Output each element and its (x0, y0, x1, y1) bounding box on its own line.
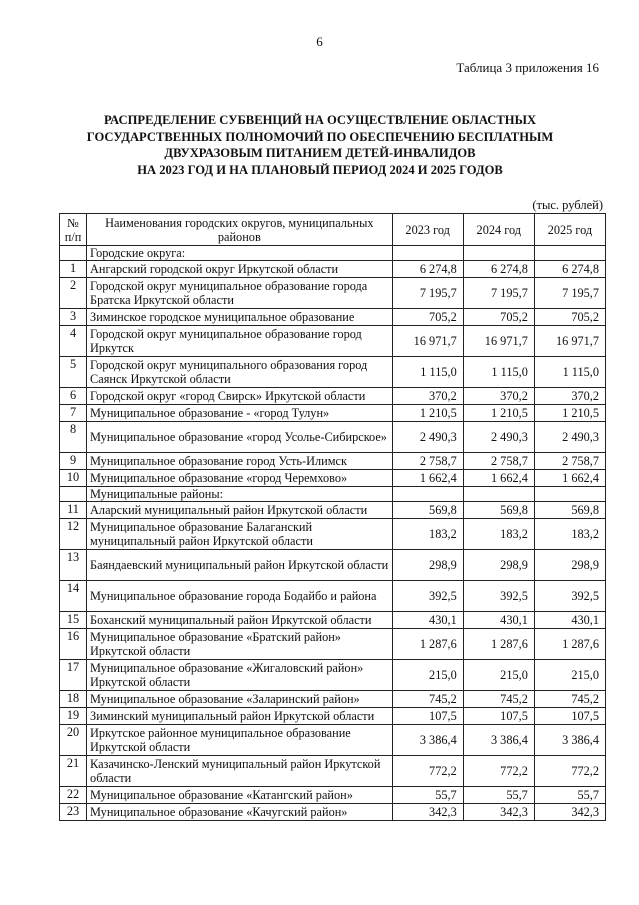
value-2024: 215,0 (463, 660, 534, 691)
group-row (60, 246, 606, 261)
empty-cell (60, 487, 87, 502)
value-2023: 183,2 (392, 519, 463, 550)
value-2025: 342,3 (534, 804, 605, 821)
row-name: Муниципальное образование «Заларинский район» (87, 691, 393, 708)
group-label: Муниципальные районы: (87, 487, 393, 502)
table-row (60, 470, 606, 487)
value-2025: 1 115,0 (534, 357, 605, 388)
row-number: 14 (60, 581, 87, 612)
table-row (60, 550, 606, 581)
header-2023: 2023 год (392, 214, 463, 246)
row-number: 22 (60, 787, 87, 804)
value-2024: 6 274,8 (463, 261, 534, 278)
value-2024: 298,9 (463, 550, 534, 581)
value-2024: 569,8 (463, 502, 534, 519)
row-number: 4 (60, 326, 87, 357)
row-name: Казачинско-Ленский муниципальный район Иркутской области (87, 756, 393, 787)
value-2024: 370,2 (463, 388, 534, 405)
table-row (60, 725, 606, 756)
group-label: Городские округа: (87, 246, 393, 261)
subsidy-table (59, 213, 606, 821)
row-name: Муниципальное образование города Бодайбо и района (87, 581, 393, 612)
row-number: 6 (60, 388, 87, 405)
value-2023: 430,1 (392, 612, 463, 629)
value-2023: 7 195,7 (392, 278, 463, 309)
row-number: 9 (60, 453, 87, 470)
value-2024: 745,2 (463, 691, 534, 708)
value-2024: 16 971,7 (463, 326, 534, 357)
row-name: Зиминское городское муниципальное образование (87, 309, 393, 326)
row-name: Баяндаевский муниципальный район Иркутской области (87, 550, 393, 581)
row-name: Муниципальное образование - «город Тулун» (87, 405, 393, 422)
value-2023: 3 386,4 (392, 725, 463, 756)
row-number: 13 (60, 550, 87, 581)
row-number: 19 (60, 708, 87, 725)
title-line: НА 2023 ГОД И НА ПЛАНОВЫЙ ПЕРИОД 2024 И 2025 ГОДОВ (137, 162, 503, 177)
value-2023: 705,2 (392, 309, 463, 326)
value-2023: 107,5 (392, 708, 463, 725)
header-name: Наименования городских округов, муниципальных районов (87, 214, 393, 246)
row-number: 11 (60, 502, 87, 519)
row-number: 17 (60, 660, 87, 691)
value-2025: 370,2 (534, 388, 605, 405)
page-number: 6 (316, 34, 323, 49)
table-header-row (60, 214, 606, 246)
row-number: 3 (60, 309, 87, 326)
table-row (60, 261, 606, 278)
value-2025: 772,2 (534, 756, 605, 787)
table-row (60, 357, 606, 388)
value-2024: 55,7 (463, 787, 534, 804)
document-title (60, 112, 580, 178)
table-row (60, 502, 606, 519)
row-name: Городской округ муниципального образования город Саянск Иркутской области (87, 357, 393, 388)
row-name: Городской округ муниципальное образование города Братска Иркутской области (87, 278, 393, 309)
row-number: 21 (60, 756, 87, 787)
row-name: Городской округ муниципальное образование город Иркутск (87, 326, 393, 357)
value-2023: 2 758,7 (392, 453, 463, 470)
row-name: Муниципальное образование город Усть-Илимск (87, 453, 393, 470)
value-2024: 1 210,5 (463, 405, 534, 422)
value-2023: 1 210,5 (392, 405, 463, 422)
value-2025: 6 274,8 (534, 261, 605, 278)
value-2024: 183,2 (463, 519, 534, 550)
value-2025: 298,9 (534, 550, 605, 581)
row-name: Боханский муниципальный район Иркутской области (87, 612, 393, 629)
value-2024: 1 662,4 (463, 470, 534, 487)
value-2025: 3 386,4 (534, 725, 605, 756)
empty-cell (463, 246, 534, 261)
table-row (60, 756, 606, 787)
value-2025: 215,0 (534, 660, 605, 691)
table-row (60, 453, 606, 470)
row-name: Муниципальное образование «город Усолье-Сибирское» (87, 422, 393, 453)
table-row (60, 691, 606, 708)
value-2024: 342,3 (463, 804, 534, 821)
table-row (60, 309, 606, 326)
empty-cell (392, 487, 463, 502)
value-2024: 3 386,4 (463, 725, 534, 756)
value-2024: 1 115,0 (463, 357, 534, 388)
row-name: Зиминский муниципальный район Иркутской области (87, 708, 393, 725)
value-2025: 16 971,7 (534, 326, 605, 357)
table-row (60, 422, 606, 453)
value-2025: 2 490,3 (534, 422, 605, 453)
value-2023: 1 115,0 (392, 357, 463, 388)
row-number: 7 (60, 405, 87, 422)
value-2025: 705,2 (534, 309, 605, 326)
header-2024: 2024 год (463, 214, 534, 246)
value-2025: 392,5 (534, 581, 605, 612)
row-name: Муниципальное образование Балаганский муниципальный район Иркутской области (87, 519, 393, 550)
empty-cell (463, 487, 534, 502)
value-2023: 1 662,4 (392, 470, 463, 487)
row-name: Муниципальное образование «Братский район» Иркутской области (87, 629, 393, 660)
value-2023: 16 971,7 (392, 326, 463, 357)
value-2025: 2 758,7 (534, 453, 605, 470)
row-number: 15 (60, 612, 87, 629)
value-2025: 569,8 (534, 502, 605, 519)
row-number: 16 (60, 629, 87, 660)
title-line: ГОСУДАРСТВЕННЫХ ПОЛНОМОЧИЙ ПО ОБЕСПЕЧЕНИЮ БЕСПЛАТНЫМ (86, 129, 554, 144)
value-2024: 2 490,3 (463, 422, 534, 453)
value-2025: 430,1 (534, 612, 605, 629)
value-2025: 7 195,7 (534, 278, 605, 309)
table-row (60, 612, 606, 629)
table-row (60, 278, 606, 309)
row-name: Муниципальное образование «город Черемхово» (87, 470, 393, 487)
value-2025: 1 210,5 (534, 405, 605, 422)
title-line: РАСПРЕДЕЛЕНИЕ СУБВЕНЦИЙ НА ОСУЩЕСТВЛЕНИЕ ОБЛАСТНЫХ (103, 113, 537, 127)
value-2025: 1 287,6 (534, 629, 605, 660)
value-2025: 745,2 (534, 691, 605, 708)
table-row (60, 581, 606, 612)
row-number: 18 (60, 691, 87, 708)
value-2025: 1 662,4 (534, 470, 605, 487)
value-2025: 55,7 (534, 787, 605, 804)
row-name: Муниципальное образование «Катангский район» (87, 787, 393, 804)
value-2023: 392,5 (392, 581, 463, 612)
table-row (60, 787, 606, 804)
empty-cell (60, 246, 87, 261)
row-number: 5 (60, 357, 87, 388)
header-num: № п/п (60, 214, 87, 246)
value-2024: 430,1 (463, 612, 534, 629)
value-2023: 745,2 (392, 691, 463, 708)
value-2023: 298,9 (392, 550, 463, 581)
table-row (60, 708, 606, 725)
group-row (60, 487, 606, 502)
row-number: 20 (60, 725, 87, 756)
row-name: Городской округ «город Свирск» Иркутской области (87, 388, 393, 405)
empty-cell (534, 487, 605, 502)
row-name: Ангарский городской округ Иркутской области (87, 261, 393, 278)
value-2023: 370,2 (392, 388, 463, 405)
row-number: 12 (60, 519, 87, 550)
value-2024: 7 195,7 (463, 278, 534, 309)
value-2024: 705,2 (463, 309, 534, 326)
row-number: 2 (60, 278, 87, 309)
value-2024: 2 758,7 (463, 453, 534, 470)
row-number: 23 (60, 804, 87, 821)
table-row (60, 519, 606, 550)
row-number: 10 (60, 470, 87, 487)
value-2023: 55,7 (392, 787, 463, 804)
value-2023: 569,8 (392, 502, 463, 519)
row-name: Муниципальное образование «Качугский район» (87, 804, 393, 821)
row-number: 1 (60, 261, 87, 278)
table-reference: Таблица 3 приложения 16 (456, 60, 599, 75)
table-row (60, 629, 606, 660)
value-2023: 215,0 (392, 660, 463, 691)
empty-cell (534, 246, 605, 261)
value-2024: 772,2 (463, 756, 534, 787)
table-row (60, 326, 606, 357)
empty-cell (392, 246, 463, 261)
value-2024: 392,5 (463, 581, 534, 612)
units-label: (тыс. рублей) (532, 198, 603, 212)
table-row (60, 804, 606, 821)
header-2025: 2025 год (534, 214, 605, 246)
table-row (60, 388, 606, 405)
table-row (60, 660, 606, 691)
row-number: 8 (60, 422, 87, 453)
value-2025: 107,5 (534, 708, 605, 725)
value-2025: 183,2 (534, 519, 605, 550)
value-2024: 1 287,6 (463, 629, 534, 660)
title-line: ДВУХРАЗОВЫМ ПИТАНИЕМ ДЕТЕЙ-ИНВАЛИДОВ (164, 146, 476, 160)
row-name: Иркутское районное муниципальное образование Иркутской области (87, 725, 393, 756)
value-2023: 772,2 (392, 756, 463, 787)
value-2023: 342,3 (392, 804, 463, 821)
table-row (60, 405, 606, 422)
value-2023: 2 490,3 (392, 422, 463, 453)
row-name: Аларский муниципальный район Иркутской области (87, 502, 393, 519)
value-2024: 107,5 (463, 708, 534, 725)
value-2023: 1 287,6 (392, 629, 463, 660)
row-name: Муниципальное образование «Жигаловский район» Иркутской области (87, 660, 393, 691)
value-2023: 6 274,8 (392, 261, 463, 278)
